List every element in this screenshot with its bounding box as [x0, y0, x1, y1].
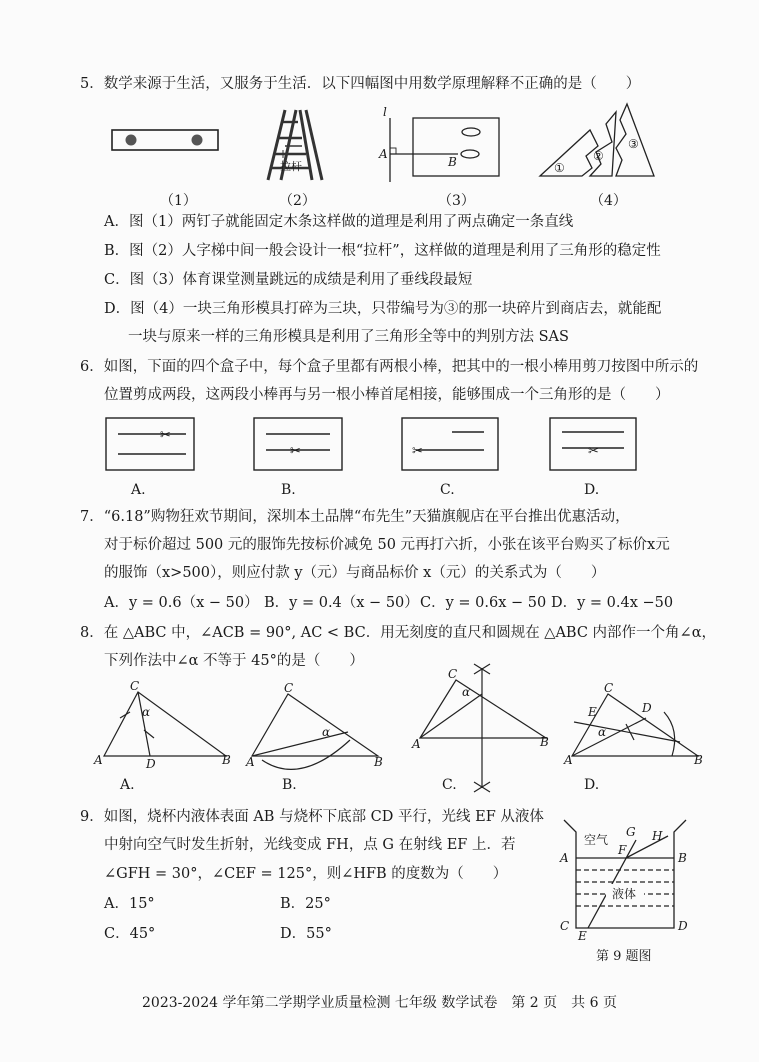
q6-stem-line2: 位置剪成两段，这两段小棒再与另一根小棒首尾相接，能够围成一个三角形的是（ ）: [104, 387, 670, 403]
q9-fig-caption: 第 9 题图: [596, 949, 652, 964]
q9-stem-line3: ∠GFH = 30°，∠CEF = 125°，则∠HFB 的度数为（ ）: [104, 866, 508, 882]
q5-fig3-jump: [390, 118, 499, 182]
q8-fig-a-C: C: [130, 679, 140, 693]
q5-option-b: B．图（2）人字梯中间一般会设计一根“拉杆”，这样做的道理是利用了三角形的稳定性: [104, 243, 661, 259]
q5-fig1-stick: [112, 130, 218, 150]
q5-fig4-piece2: ②: [593, 149, 604, 163]
q9-fig-D: D: [678, 919, 688, 933]
q9-beaker-figure: [556, 810, 696, 960]
q8-fig-b-A: A: [246, 755, 255, 769]
q8-fig-d-C: C: [604, 681, 614, 695]
q6-stem-line1: 6．如图，下面的四个盒子中，每个盒子里都有两根小棒，把其中的一根小棒用剪刀按图中所示的: [80, 359, 699, 375]
q7-option-b: B．y = 0.4（x − 50）: [264, 595, 419, 611]
q7-option-c: C．y = 0.6x − 50: [420, 595, 547, 611]
q5-fig2-label: 拉杆: [280, 160, 302, 173]
q9-option-c: C．45°: [104, 926, 156, 942]
q7-stem-line2: 对于标价超过 500 元的服饰先按标价减免 50 元再打六折，小张在该平台购买了标价x元: [104, 537, 670, 553]
q8-fig-b-B: B: [374, 755, 383, 769]
q8-fig-d-alpha: α: [598, 725, 607, 739]
q5-fig4-caption: （4）: [590, 193, 627, 209]
q8-option-a: A.: [120, 777, 135, 793]
q8-fig-a-D: D: [146, 757, 156, 771]
q7-option-a: A．y = 0.6（x − 50）: [104, 595, 259, 611]
q8-fig-b-C: C: [284, 681, 294, 695]
q5-option-d-cont: 一块与原来一样的三角形模具是利用了三角形全等中的判别方法 SAS: [128, 329, 569, 345]
q5-fig4-piece3: ③: [628, 137, 639, 151]
q8-fig-d-A: A: [564, 753, 573, 767]
q8-option-c: C.: [442, 777, 457, 793]
q8-fig-a-A: A: [94, 753, 103, 767]
q5-fig4-piece1: ①: [554, 161, 565, 175]
q8-fig-a-alpha: α: [142, 705, 151, 719]
q9-fig-E: E: [578, 929, 587, 943]
q9-fig-F: F: [618, 843, 627, 857]
q5-fig3-B: B: [448, 155, 457, 169]
q8-stem-line2: 下列作法中∠α 不等于 45°的是（ ）: [104, 653, 364, 669]
q6-scissors-a: ✂: [160, 428, 171, 443]
q5-fig3-caption: （3）: [438, 193, 475, 209]
q9-option-a: A．15°: [104, 896, 155, 912]
q9-fig-A: A: [560, 851, 569, 865]
q9-fig-air: 空气: [584, 833, 609, 847]
q6-option-d: D.: [584, 482, 600, 498]
q9-stem-line1: 9．如图，烧杯内液体表面 AB 与烧杯下底部 CD 平行，光线 EF 从液体: [80, 809, 544, 825]
q8-fig-d-E: E: [588, 705, 597, 719]
q9-fig-G: G: [626, 825, 636, 839]
q8-fig-b-alpha: α: [322, 725, 331, 739]
q8-fig-c-A: A: [412, 737, 421, 751]
q5-stem: 5．数学来源于生活，又服务于生活．以下四幅图中用数学原理解释不正确的是（ ）: [80, 76, 641, 92]
q7-option-d: D．y = 0.4x −50: [551, 595, 674, 611]
q8-fig-d-B: B: [694, 753, 703, 767]
q8-fig-a-B: B: [222, 753, 231, 767]
q6-scissors-b: ✂: [290, 444, 301, 459]
q5-fig3-l: l: [383, 105, 387, 119]
q9-fig-H: H: [652, 829, 663, 843]
q8-option-b: B.: [282, 777, 297, 793]
q9-fig-liquid: 液体: [612, 887, 637, 901]
q9-option-d: D．55°: [280, 926, 332, 942]
q7-stem-line3: 的服饰（x>500），则应付款 y（元）与商品标价 x（元）的关系式为（ ）: [104, 565, 606, 581]
page-footer: 2023-2024 学年第二学期学业质量检测 七年级 数学试卷 第 2 页 共 6 页: [142, 995, 617, 1011]
q5-option-a: A．图（1）两钉子就能固定木条这样做的道理是利用了两点确定一条直线: [104, 214, 574, 230]
q8-figures: [0, 660, 759, 800]
q8-fig-c-B: B: [540, 735, 549, 749]
q5-fig2-caption: （2）: [279, 193, 316, 209]
q8-option-d: D.: [584, 777, 600, 793]
q6-option-c: C.: [440, 482, 455, 498]
q6-boxes: [0, 410, 759, 480]
q5-fig3-A: A: [379, 147, 388, 161]
q8-stem-line1: 8．在 △ABC 中，∠ACB = 90°, AC < BC．用无刻度的直尺和圆规在 △ABC 内部作一个角∠α，: [80, 625, 716, 641]
q6-scissors-d: ✂: [588, 444, 599, 459]
q6-option-b: B.: [281, 482, 296, 498]
q9-option-b: B．25°: [280, 896, 331, 912]
q5-option-c: C．图（3）体育课堂测量跳远的成绩是利用了垂线段最短: [104, 272, 473, 288]
q9-fig-C: C: [560, 919, 570, 933]
q8-fig-d-D: D: [642, 701, 652, 715]
q6-option-a: A.: [131, 482, 146, 498]
q9-stem-line2: 中射向空气时发生折射，光线变成 FH，点 G 在射线 EF 上．若: [104, 837, 516, 853]
q8-fig-c-alpha: α: [462, 685, 471, 699]
q5-fig1-caption: （1）: [160, 193, 197, 209]
q9-fig-B: B: [678, 851, 687, 865]
q7-stem-line1: 7．“6.18”购物狂欢节期间，深圳本土品牌“布先生”天猫旗舰店在平台推出优惠活动，: [80, 509, 630, 525]
q6-scissors-c: ✂: [412, 444, 423, 459]
q8-fig-c-C: C: [448, 667, 458, 681]
q5-option-d: D．图（4）一块三角形模具打碎为三块，只带编号为③的那一块碎片到商店去，就能配: [104, 301, 662, 317]
